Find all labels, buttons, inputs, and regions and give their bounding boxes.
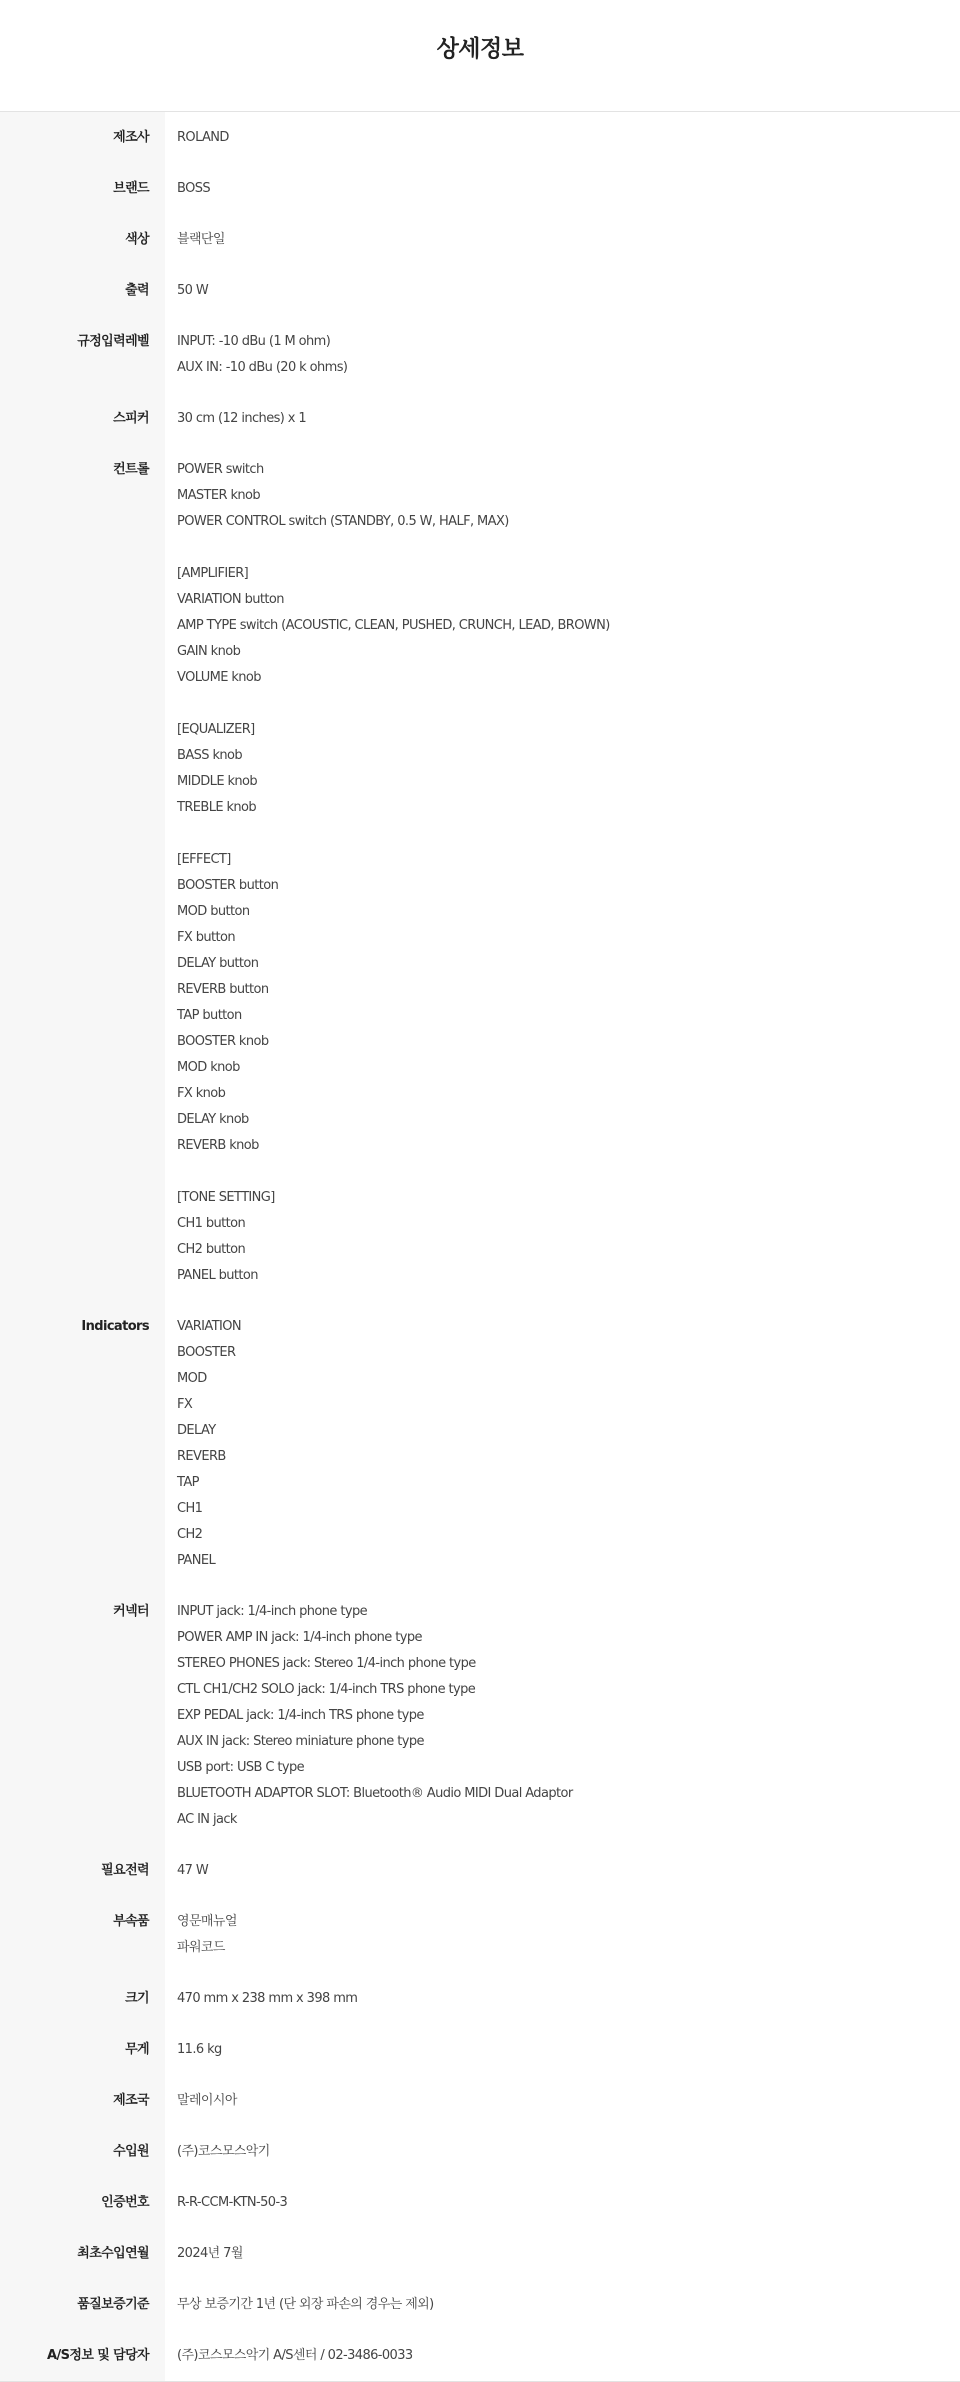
spec-row [0,444,960,1301]
spec-row [0,2177,960,2228]
spec-label: 색상 [0,214,165,265]
spec-value-line: REVERB button [177,981,269,997]
spec-value-line: MOD button [177,903,250,919]
spec-label: 크기 [0,1973,165,2024]
spec-value-line: 470 mm x 238 mm x 398 mm [177,1990,358,2006]
spec-value [165,163,960,214]
spec-label: 커넥터 [0,1586,165,1845]
spec-label: 인증번호 [0,2177,165,2228]
spec-value-line: AC IN jack [177,1811,237,1827]
spec-label: 스피커 [0,393,165,444]
spec-value-line: FX knob [177,1085,226,1101]
spec-value [165,1586,960,1845]
spec-value-line: [TONE SETTING] [177,1189,275,1205]
spec-value-line: BOOSTER knob [177,1033,269,1049]
spec-row [0,2279,960,2330]
spec-value-line [177,821,960,847]
spec-value-line: 영문매뉴얼 [177,1913,237,1929]
spec-row [0,163,960,214]
spec-value-line: VARIATION button [177,591,284,607]
spec-value-line: TREBLE knob [177,799,257,815]
spec-row [0,2075,960,2126]
spec-value-line: STEREO PHONES jack: Stereo 1/4-inch phone type [177,1655,476,1671]
spec-value-line: DELAY button [177,955,259,971]
spec-label: 최초수입연월 [0,2228,165,2279]
spec-value-line: 말레이시아 [177,2092,237,2108]
spec-value-line: CTL CH1/CH2 SOLO jack: 1/4-inch TRS phone type [177,1681,476,1697]
spec-value-line: AMP TYPE switch (ACOUSTIC, CLEAN, PUSHED, CRUNCH, LEAD, BROWN) [177,617,610,633]
spec-value-line: VARIATION [177,1318,242,1334]
spec-label: 수입원 [0,2126,165,2177]
spec-value [165,1973,960,2024]
spec-value-line [177,691,960,717]
spec-value-line: BOOSTER [177,1344,236,1360]
spec-label: 무게 [0,2024,165,2075]
spec-label: 제조국 [0,2075,165,2126]
spec-value-line: MOD [177,1370,207,1386]
spec-value-line: FX [177,1396,193,1412]
spec-value-line: FX button [177,929,235,945]
spec-label: 품질보증기준 [0,2279,165,2330]
spec-value-line [177,535,960,561]
spec-value-line: PANEL [177,1552,216,1568]
spec-label: A/S정보 및 담당자 [0,2330,165,2381]
spec-value-line: POWER switch [177,461,264,477]
spec-value [165,214,960,265]
spec-row [0,1896,960,1973]
spec-value-line: ROLAND [177,129,229,145]
spec-value-line: REVERB [177,1448,226,1464]
spec-value-line: CH1 button [177,1215,246,1231]
spec-value [165,2330,960,2381]
spec-row [0,2330,960,2381]
spec-value-line: USB port: USB C type [177,1759,305,1775]
spec-value-line: CH2 button [177,1241,246,1257]
spec-value-line: INPUT jack: 1/4-inch phone type [177,1603,367,1619]
spec-row [0,1586,960,1845]
spec-value-line: VOLUME knob [177,669,261,685]
spec-value-line: REVERB knob [177,1137,259,1153]
spec-value-line: DELAY [177,1422,216,1438]
spec-value [165,444,960,1301]
spec-value-line: MOD knob [177,1059,240,1075]
spec-value-line: 블랙단일 [177,231,225,247]
spec-value [165,265,960,316]
spec-value [165,393,960,444]
spec-row [0,393,960,444]
spec-value-line: MIDDLE knob [177,773,258,789]
spec-label: Indicators [0,1301,165,1586]
spec-value-line: AUX IN: -10 dBu (20 k ohms) [177,359,348,375]
spec-label: 규정입력레벨 [0,316,165,393]
spec-row [0,1845,960,1896]
spec-value [165,2024,960,2075]
spec-value [165,316,960,393]
spec-value-line: (주)코스모스악기 [177,2143,270,2159]
spec-value-line: CH1 [177,1500,203,1516]
spec-value [165,2075,960,2126]
spec-row [0,2228,960,2279]
spec-value-line: [AMPLIFIER] [177,565,249,581]
spec-value-line: BASS knob [177,747,243,763]
spec-label: 브랜드 [0,163,165,214]
spec-label: 컨트롤 [0,444,165,1301]
spec-value-line: TAP button [177,1007,242,1023]
spec-value-line [177,1159,960,1185]
spec-value-line: BOOSTER button [177,877,279,893]
page-title: 상세정보 [436,36,524,62]
spec-value [165,2228,960,2279]
spec-value-line: PANEL button [177,1267,258,1283]
spec-value-line: POWER CONTROL switch (STANDBY, 0.5 W, HALF, MAX) [177,513,509,529]
spec-row [0,1301,960,1586]
spec-table [0,111,960,2382]
spec-value [165,1301,960,1586]
spec-value-line: POWER AMP IN jack: 1/4-inch phone type [177,1629,422,1645]
spec-value-line: 11.6 kg [177,2041,222,2057]
spec-value-line: TAP [177,1474,199,1490]
spec-value-line: EXP PEDAL jack: 1/4-inch TRS phone type [177,1707,424,1723]
spec-value-line: R-R-CCM-KTN-50-3 [177,2194,288,2210]
spec-label: 부속품 [0,1896,165,1973]
spec-value [165,2126,960,2177]
spec-row [0,1973,960,2024]
spec-value [165,1896,960,1973]
spec-row [0,214,960,265]
spec-value-line: 무상 보증기간 1년 (단 외장 파손의 경우는 제외) [177,2296,434,2312]
spec-value [165,1845,960,1896]
spec-row [0,316,960,393]
spec-value-line: GAIN knob [177,643,241,659]
spec-row [0,265,960,316]
spec-row [0,2126,960,2177]
spec-value [165,2177,960,2228]
spec-value-line: INPUT: -10 dBu (1 M ohm) [177,333,331,349]
spec-label: 제조사 [0,112,165,163]
spec-value-line: AUX IN jack: Stereo miniature phone type [177,1733,424,1749]
spec-value-line: 30 cm (12 inches) x 1 [177,410,307,426]
spec-label: 필요전력 [0,1845,165,1896]
spec-value-line: [EFFECT] [177,851,231,867]
spec-value-line: BLUETOOTH ADAPTOR SLOT: Bluetooth® Audio MIDI Dual Adaptor [177,1785,573,1801]
spec-value-line: MASTER knob [177,487,261,503]
spec-value [165,2279,960,2330]
spec-label: 출력 [0,265,165,316]
spec-value [165,112,960,163]
spec-row [0,112,960,163]
spec-value-line: 2024년 7월 [177,2245,243,2261]
spec-value-line: 50 W [177,282,209,298]
spec-value-line: 파워코드 [177,1939,225,1955]
spec-value-line: (주)코스모스악기 A/S센터 / 02-3486-0033 [177,2347,413,2363]
spec-row [0,2024,960,2075]
spec-value-line: DELAY knob [177,1111,249,1127]
spec-value-line: [EQUALIZER] [177,721,255,737]
spec-value-line: CH2 [177,1526,203,1542]
spec-value-line: 47 W [177,1862,209,1878]
spec-value-line: BOSS [177,180,211,196]
